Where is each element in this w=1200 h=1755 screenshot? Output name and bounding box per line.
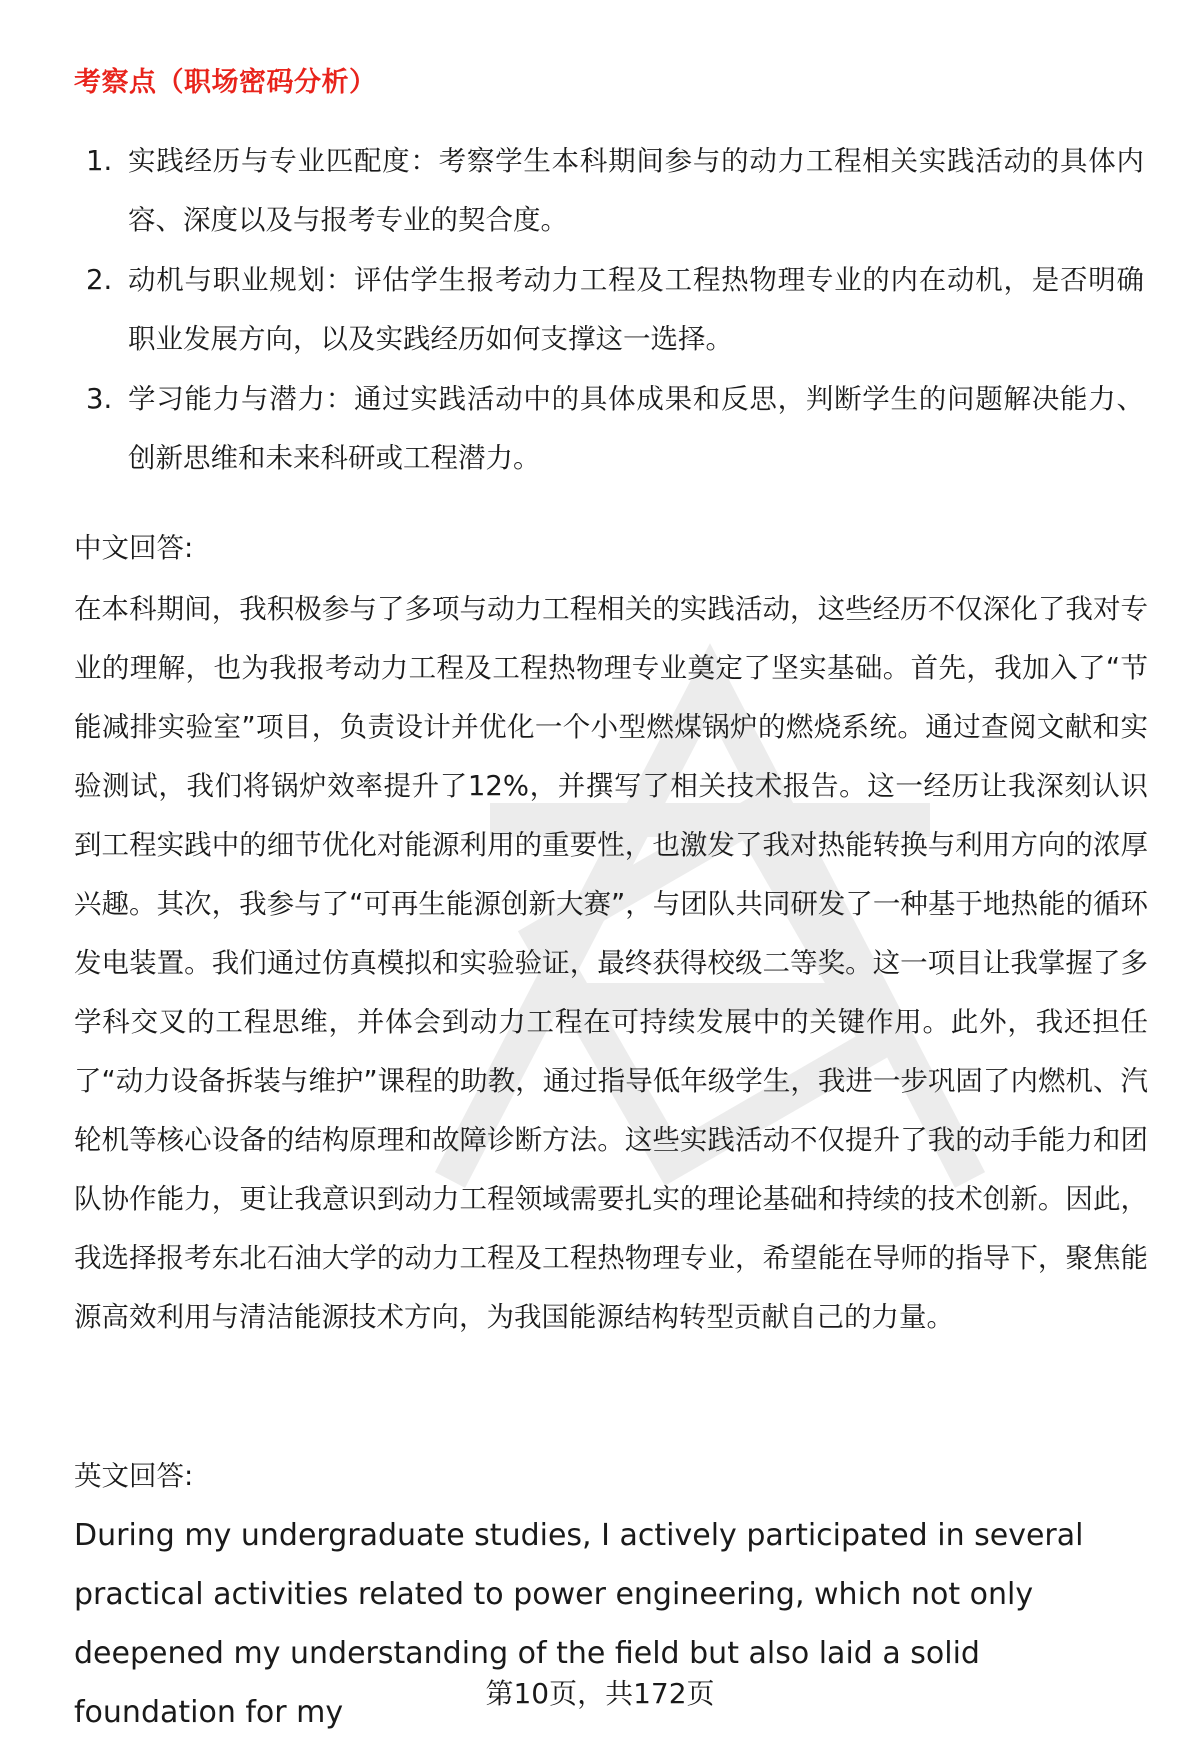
section-title: 考察点（职场密码分析） xyxy=(74,67,377,98)
point-text: 学习能力与潜力：通过实践活动中的具体成果和反思，判断学生的问题解决能力、创新思维和未来科研或工程潜力。 xyxy=(128,383,1144,474)
chinese-answer-paragraph: 在本科期间，我积极参与了多项与动力工程相关的实践活动，这些经历不仅深化了我对专业的理解，也为我报考动力工程及工程热物理专业奠定了坚实基础。首先，我加入了“节能减排实验室”项目，负责设计并优化一个小型燃煤锅炉的燃烧系统。通过查阅文献和实验测试，我们将锅炉效率提升了12%，并撰写了相关技术报告。这一经历让我深刻认识到工程实践中的细节优化对能源利用的重要性，也激发了我对热能转换与利用方向的浓厚兴趣。其次，我参与了“可再生能源创新大赛”，与团队共同研发了一种基于地热能的循环发电装置。我们通过仿真模拟和实验验证，最终获得校级二等奖。这一项目让我掌握了多学科交叉的工程思维，并体会到动力工程在可持续发展中的关键作用。此外，我还担任了“动力设备拆装与维护”课程的助教，通过指导低年级学生，我进一步巩固了内燃机、汽轮机等核心设备的结构原理和故障诊断方法。这些实践活动不仅提升了我的动手能力和团队协作能力，更让我意识到动力工程领域需要扎实的理论基础和持续的技术创新。因此，我选择报考东北石油大学的动力工程及工程热物理专业，希望能在导师的指导下，聚焦能源高效利用与清洁能源技术方向，为我国能源结构转型贡献自己的力量。 xyxy=(74,593,1148,1333)
point-number: 2. xyxy=(86,264,113,296)
assessment-point xyxy=(74,251,1144,369)
chinese-answer-label: 中文回答: xyxy=(74,532,194,564)
point-number: 3. xyxy=(86,383,113,415)
english-answer-label: 英文回答: xyxy=(74,1460,194,1492)
assessment-points-list xyxy=(74,132,1144,489)
point-number: 1. xyxy=(86,145,113,177)
assessment-point xyxy=(74,370,1144,488)
english-answer-paragraph: During my undergraduate studies, I actively participated in several practical activities related to power engineering, which not only deepened my understanding of the field but also laid a solid foundation for my xyxy=(74,1518,1084,1730)
page-number-footer: 第10页，共172页 xyxy=(485,1677,715,1710)
assessment-point xyxy=(74,132,1144,250)
point-text: 实践经历与专业匹配度：考察学生本科期间参与的动力工程相关实践活动的具体内容、深度以及与报考专业的契合度。 xyxy=(128,145,1144,236)
point-text: 动机与职业规划：评估学生报考动力工程及工程热物理专业的内在动机，是否明确职业发展方向，以及实践经历如何支撑这一选择。 xyxy=(128,264,1144,355)
